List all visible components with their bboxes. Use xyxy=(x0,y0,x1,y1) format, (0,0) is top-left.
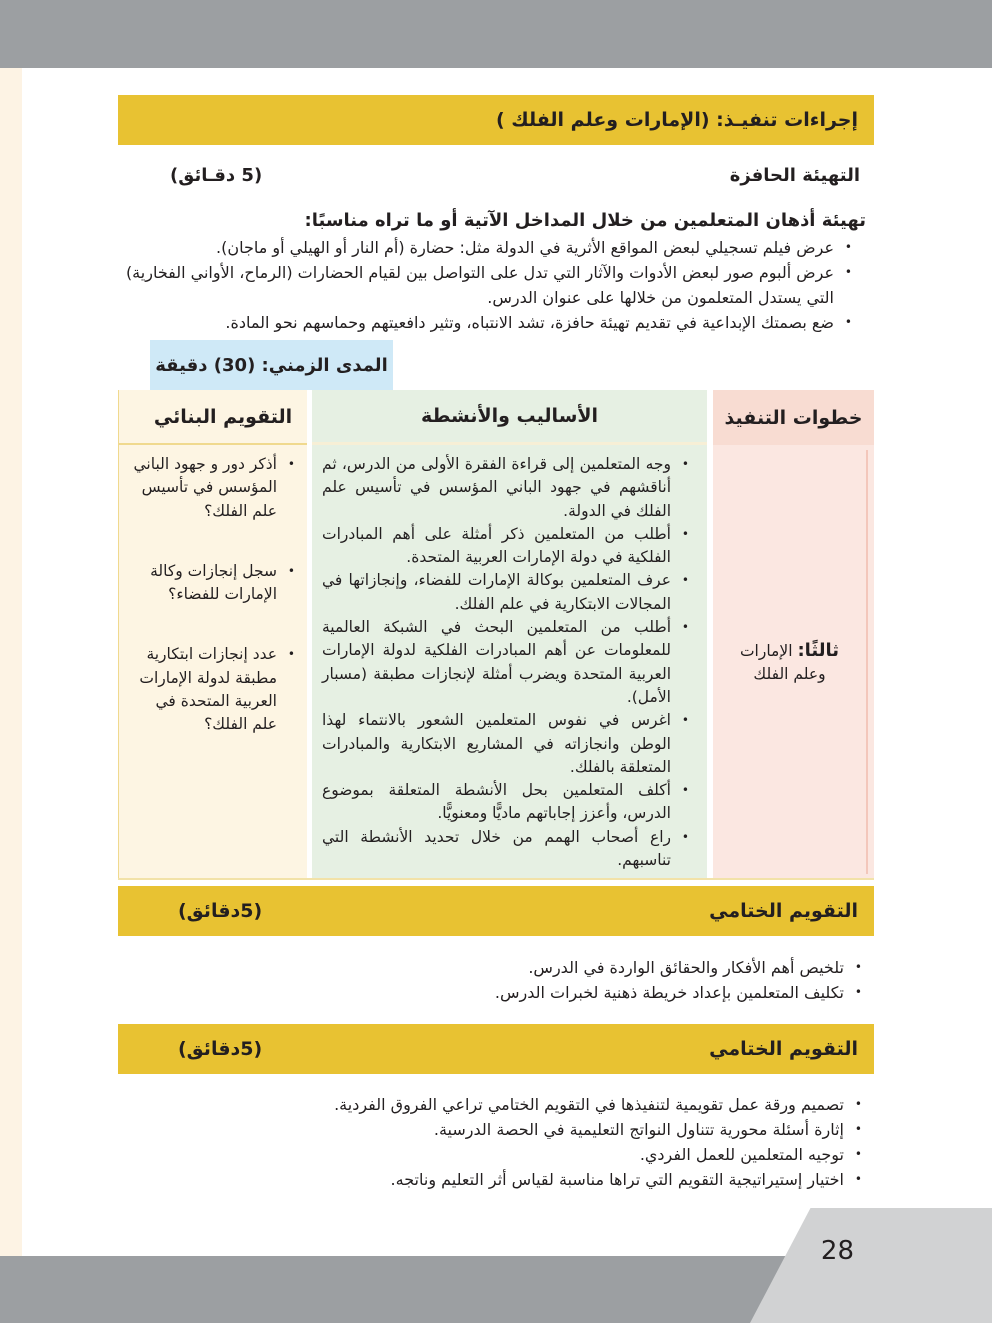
list-item: • عرض ألبوم صور لبعض الأدوات والآثار التي تدل على التواصل بين لقيام الحضارات (الرماح، الأواني الفخارية) التي يستدل المتعلمون من خلالها على عنوان الدرس. xyxy=(120,260,856,310)
closing-header-2 xyxy=(118,1024,874,1074)
closing-header-1 xyxy=(118,886,874,936)
top-bar xyxy=(0,0,992,68)
closing-list-1 xyxy=(120,955,866,1005)
warmup-subtitle: تهيئة أذهان المتعلمين من خلال المداخل الآتية أو ما تراه مناسبًا: xyxy=(304,210,866,231)
closing-list-2 xyxy=(120,1092,866,1192)
list-item: • إثارة أسئلة محورية تتناول النواتج التعليمية في الحصة الدرسية. xyxy=(120,1117,866,1142)
warmup-heading xyxy=(170,163,860,188)
list-item: • عرض فيلم تسجيلي لبعض المواقع الأثرية في الدولة مثل: حضارة (أم النار أو الهيلي أو ماجان). xyxy=(120,235,856,260)
activity-item: • اغرس في نفوس المتعلمين الشعور بالانتماء لهذا الوطن وانجازاته في المشاريع الابتكارية والمبادرات المتعلقة بالفلك. xyxy=(322,709,693,779)
activity-item: • أكلف المتعلمين بحل الأنشطة المتعلقة بموضوع الدرس، وأعزز إجاباتهم ماديًّا ومعنويًّا. xyxy=(322,779,693,826)
steps-header: خطوات التنفيذ xyxy=(713,390,874,445)
list-item: • توجيه المتعلمين للعمل الفردي. xyxy=(120,1142,866,1167)
list-item: • تكليف المتعلمين بإعداد خريطة ذهنية لخبرات الدرس. xyxy=(120,980,866,1005)
activity-item: • راع أصحاب الهمم من خلال تحديد الأنشطة التي تناسبهم. xyxy=(322,826,693,873)
list-item: • تصميم ورقة عمل تقويمية لتنفيذها في التقويم الختامي تراعي الفروق الفردية. xyxy=(120,1092,866,1117)
activities-header: الأساليب والأنشطة xyxy=(312,390,707,445)
step-cell xyxy=(713,450,868,874)
warmup-title: التهيئة الحافزة xyxy=(729,165,860,186)
page-number-tab xyxy=(750,1208,992,1323)
left-strip xyxy=(0,68,22,1258)
page-number: 28 xyxy=(820,1236,854,1266)
closing-title: التقويم الختامي xyxy=(709,900,858,922)
list-item: • اختيار إستيراتيجية التقويم التي تراها مناسبة لقياس أثر التعليم وناتجه. xyxy=(120,1167,866,1192)
assessment-item: • سجل إنجازات وكالة الإمارات للفضاء؟ xyxy=(129,560,299,607)
lesson-table xyxy=(118,390,874,880)
warmup-section xyxy=(120,208,866,335)
list-item: • تلخيص أهم الأفكار والحقائق الواردة في الدرس. xyxy=(120,955,866,980)
page-title: إجراءات تنفيـذ: (الإمارات وعلم الفلك ) xyxy=(495,109,858,131)
assessment-header: التقويم البنائي xyxy=(119,390,307,445)
activity-item: • عرف المتعلمين بوكالة الإمارات للفضاء، وإنجازاتها في المجالات الابتكارية في علم الفلك. xyxy=(322,569,693,616)
step-text: الإمارات وعلم الفلك xyxy=(739,641,826,683)
list-item: • ضع بصمتك الإبداعية في تقديم تهيئة حافزة، تشد الانتباه، وتثير دافعيتهم وحماسهم نحو المادة. xyxy=(120,310,856,335)
steps-column xyxy=(713,390,874,878)
activity-item: • أطلب من المتعلمين البحث في الشبكة العالمية للمعلومات عن أهم المبادرات الفلكية لدولة الإمارات العربية المتحدة ويضرب أمثلة لإنجازات مطبقة (مسبار الأمل). xyxy=(322,616,693,709)
assessment-item: • عدد إنجازات ابتكارية مطبقة لدولة الإمارات العربية المتحدة في علم الفلك؟ xyxy=(129,643,299,736)
activity-item: • وجه المتعلمين إلى قراءة الفقرة الأولى من الدرس، ثم أناقشهم في جهود الباني المؤسس في تأسيس علم الفلك في الدولة. xyxy=(322,453,693,523)
section-header xyxy=(118,95,874,145)
closing-duration: (5دقائق) xyxy=(178,900,263,922)
activity-item: • أطلب من المتعلمين ذكر أمثلة على أهم المبادرات الفلكية في دولة الإمارات العربية المتحدة. xyxy=(322,523,693,570)
closing-title: التقويم الختامي xyxy=(709,1038,858,1060)
closing-duration: (5دقائق) xyxy=(178,1038,263,1060)
warmup-duration: (5 دقـائق) xyxy=(170,165,263,186)
timeframe-label: المدى الزمني: (30) دقيقة xyxy=(150,340,393,390)
assessment-item: • أذكر دور و جهود الباني المؤسس في تأسيس علم الفلك؟ xyxy=(129,453,299,523)
activities-column xyxy=(312,390,707,878)
assessment-column xyxy=(118,390,307,878)
step-prefix: ثالثًا: xyxy=(797,639,840,661)
